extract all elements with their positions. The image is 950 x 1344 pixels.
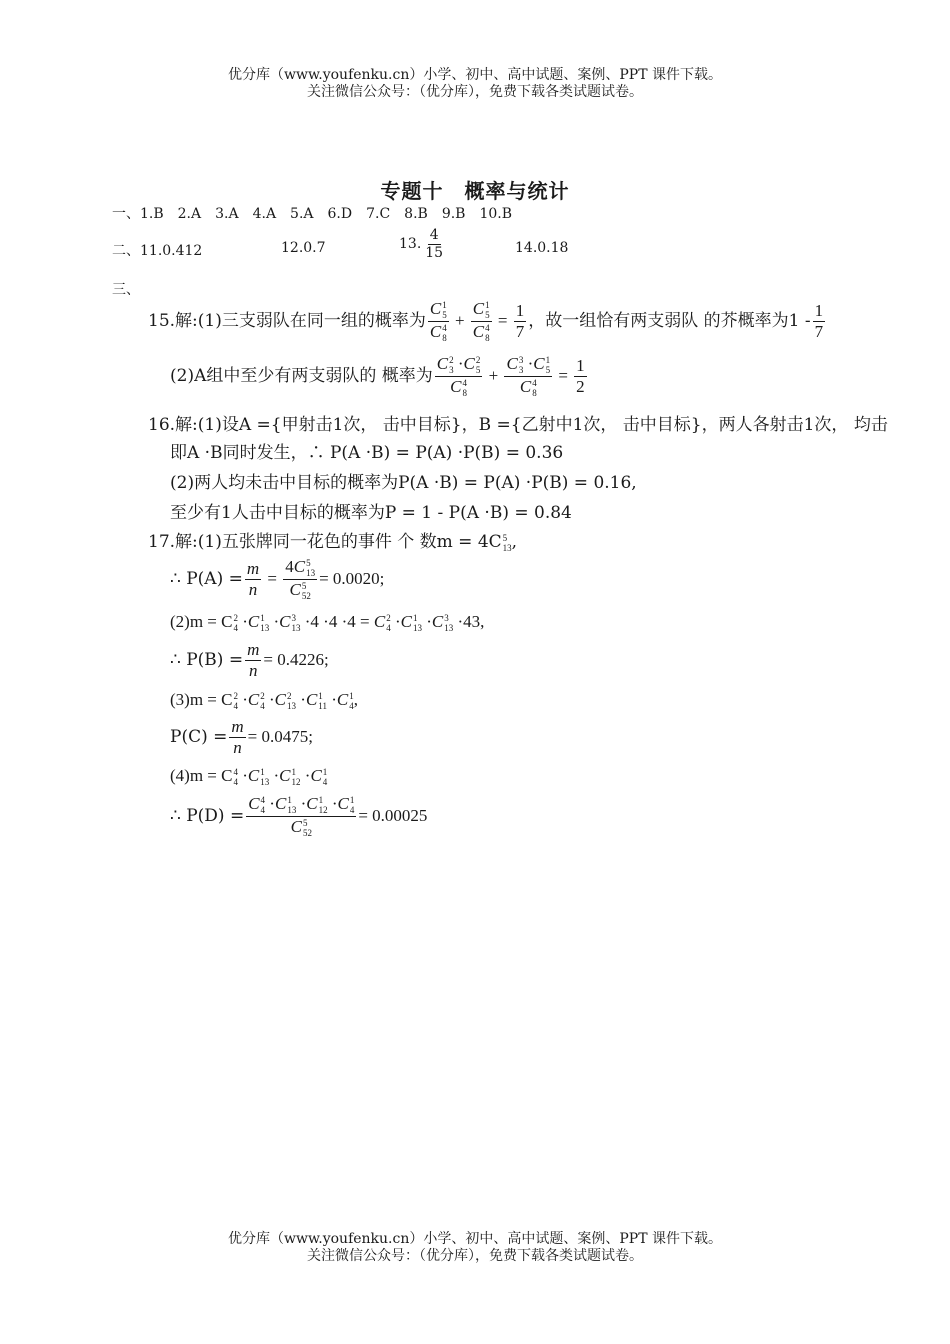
answer-13-denominator: 15 [425, 244, 444, 261]
q17-pc-label: P(C) = [170, 726, 228, 747]
answer-11: 11.0.412 [140, 243, 203, 259]
q15-part1: 15.解:(1)三支弱队在同一组的概率为 C 1 5 C 4 8 + C 1 5 C 4 8 = $\frac{1}{7}$ ，故一组恰有两支弱队 的芥概率为1 - $\frac{1}{7}$ [148, 299, 824, 344]
answer-13-fraction [423, 228, 445, 260]
q15-p2-result-den: 2 [576, 377, 585, 397]
q15-p2-fraction-b: C 3 3 ·C 1 5 C 4 8 [506, 354, 551, 399]
q17-line-4 [170, 641, 329, 680]
page-header [0, 67, 950, 101]
q17-line-7-text: (4)m = C [170, 766, 233, 785]
q17-pa-fraction-c: 4C 5 13 C 5 52 [285, 557, 316, 602]
q15-p1-tail: ，故一组恰有两支弱队 的芥概率为1 - [528, 311, 811, 332]
header-line-1: 优分库（www.youfenku.cn）小学、初中、高中试题、案例、PPT 课件下载。 [227, 67, 722, 83]
q17-pa-label: ∴ P(A) = [170, 569, 243, 590]
q17-pa-n: n [248, 580, 258, 600]
footer-line-1: 优分库（www.youfenku.cn）小学、初中、高中试题、案例、PPT 课件下载。 [227, 1231, 722, 1247]
q15-p2-result-num: 1 [576, 356, 585, 376]
q15-p1-text: 15.解:(1)三支弱队在同一组的概率为 [148, 311, 426, 332]
q15-tail-num: 1 [814, 301, 824, 321]
q17-line-5-text: (3)m = C [170, 690, 233, 709]
q15-part2: (2)A组中至少有两支弱队的 概率为 C 2 3 ·C 2 5 C 4 8 + C 3 3 ·C 1 5 C 4 8 = $\frac{1}{2}$ [170, 354, 585, 399]
q17-line-3-text: (2)m = C [170, 612, 233, 631]
answer-13 [399, 228, 447, 260]
q16-line-4: 至少有1人击中目标的概率为P = 1 - P(A ·B) = 0.84 [170, 503, 572, 523]
section-2-label: 二、 [112, 243, 140, 259]
q17-line-6 [170, 718, 313, 757]
section-1-answer-list: 1.B 2.A 3.A 4.A 5.A 6.D 7.C 8.B 9.B 10.B [140, 206, 513, 222]
q16-line-3: (2)两人均未击中目标的概率为P(A ·B) = P(A) ·P(B) = 0.16, [170, 473, 637, 493]
q17-pa-result: = 0.0020; [319, 569, 385, 589]
q17-pa-m: m [246, 559, 260, 579]
q17-pc-fraction: $\frac{m}{n}$ [231, 717, 244, 757]
header-line-2: 关注微信公众号：（优分库），免费下载各类试题试卷。 [307, 84, 643, 100]
q15-p2-result [574, 357, 587, 396]
q17-pb-label: ∴ P(B) = [170, 649, 244, 670]
q17-pa-fraction-mn [245, 560, 261, 599]
page-title: 专题十 概率与统计 [380, 179, 570, 203]
q17-line-1-text: 17.解:(1)五张牌同一花色的事件 个 数m = 4C [148, 532, 502, 552]
q15-fraction-b: C 1 5 C 4 8 [472, 299, 490, 344]
q15-fraction-a: C 1 5 C 4 8 [429, 299, 447, 344]
q15-result-den: 7 [515, 322, 525, 342]
q17-line-3: (2)m = C 2 4 ·C 1 13 ·C 3 13 ·4 ·4 ·4 = C 2 4 ·C 1 13 ·C 3 13 ·43, [170, 612, 485, 634]
section-3-label: 三、 [112, 282, 140, 298]
q17-line-8 [170, 795, 427, 838]
q15-tail-fraction [813, 302, 826, 341]
q15-p2-text: (2)A组中至少有两支弱队的 概率为 [170, 366, 433, 387]
answer-14: 14.0.18 [515, 240, 569, 256]
q17-line-1: 17.解:(1)五张牌同一花色的事件 个 数m = 4C 5 13 , [148, 532, 518, 553]
section-1-answers [112, 203, 512, 223]
q17-pb-result: = 0.4226; [263, 649, 329, 669]
q17-pd-label: ∴ P(D) = [170, 806, 245, 827]
q17-pc-result: = 0.0475; [247, 726, 313, 746]
q17-pb-fraction: $\frac{m}{n}$ [247, 640, 260, 680]
q17-pd-fraction: C 4 4 ·C 1 13 ·C 1 12 ·C 1 4 C 5 52 [248, 794, 355, 839]
section-2-answers [112, 240, 202, 260]
q16-line-1: 16.解:(1)设A ={甲射击1次， 击中目标}，B ={乙射中1次， 击中目标}，两人各射击1次， 均击 [148, 415, 888, 435]
q17-line-7: (4)m = C 4 4 ·C 1 13 ·C 1 12 ·C 1 4 [170, 766, 328, 788]
q17-line-2: ∴ P(A) = $\frac{m}{n}$ = 4C 5 13 C 5 52 = 0.0020; [170, 557, 385, 602]
q15-p2-fraction-a: C 2 3 ·C 2 5 C 4 8 [436, 354, 481, 399]
q17-pd-result: = 0.00025 [358, 806, 428, 826]
answer-12: 12.0.7 [281, 240, 326, 256]
q16-line-2: 即A ·B同时发生，∴ P(A ·B) = P(A) ·P(B) = 0.36 [170, 443, 564, 463]
q17-line-5: (3)m = C 2 4 ·C 2 4 ·C 2 13 ·C 1 11 ·C 1 4 , [170, 690, 358, 712]
answer-13-prefix: 13. [399, 236, 422, 253]
q15-result-fraction [514, 302, 527, 341]
answer-13-numerator: 4 [429, 227, 439, 243]
q15-tail-den: 7 [814, 322, 824, 342]
footer-line-2: 关注微信公众号：（优分库），免费下载各类试题试卷。 [307, 1248, 643, 1264]
q15-result-num: 1 [515, 301, 525, 321]
section-1-label: 一、 [112, 206, 140, 222]
page-footer [0, 1231, 950, 1265]
